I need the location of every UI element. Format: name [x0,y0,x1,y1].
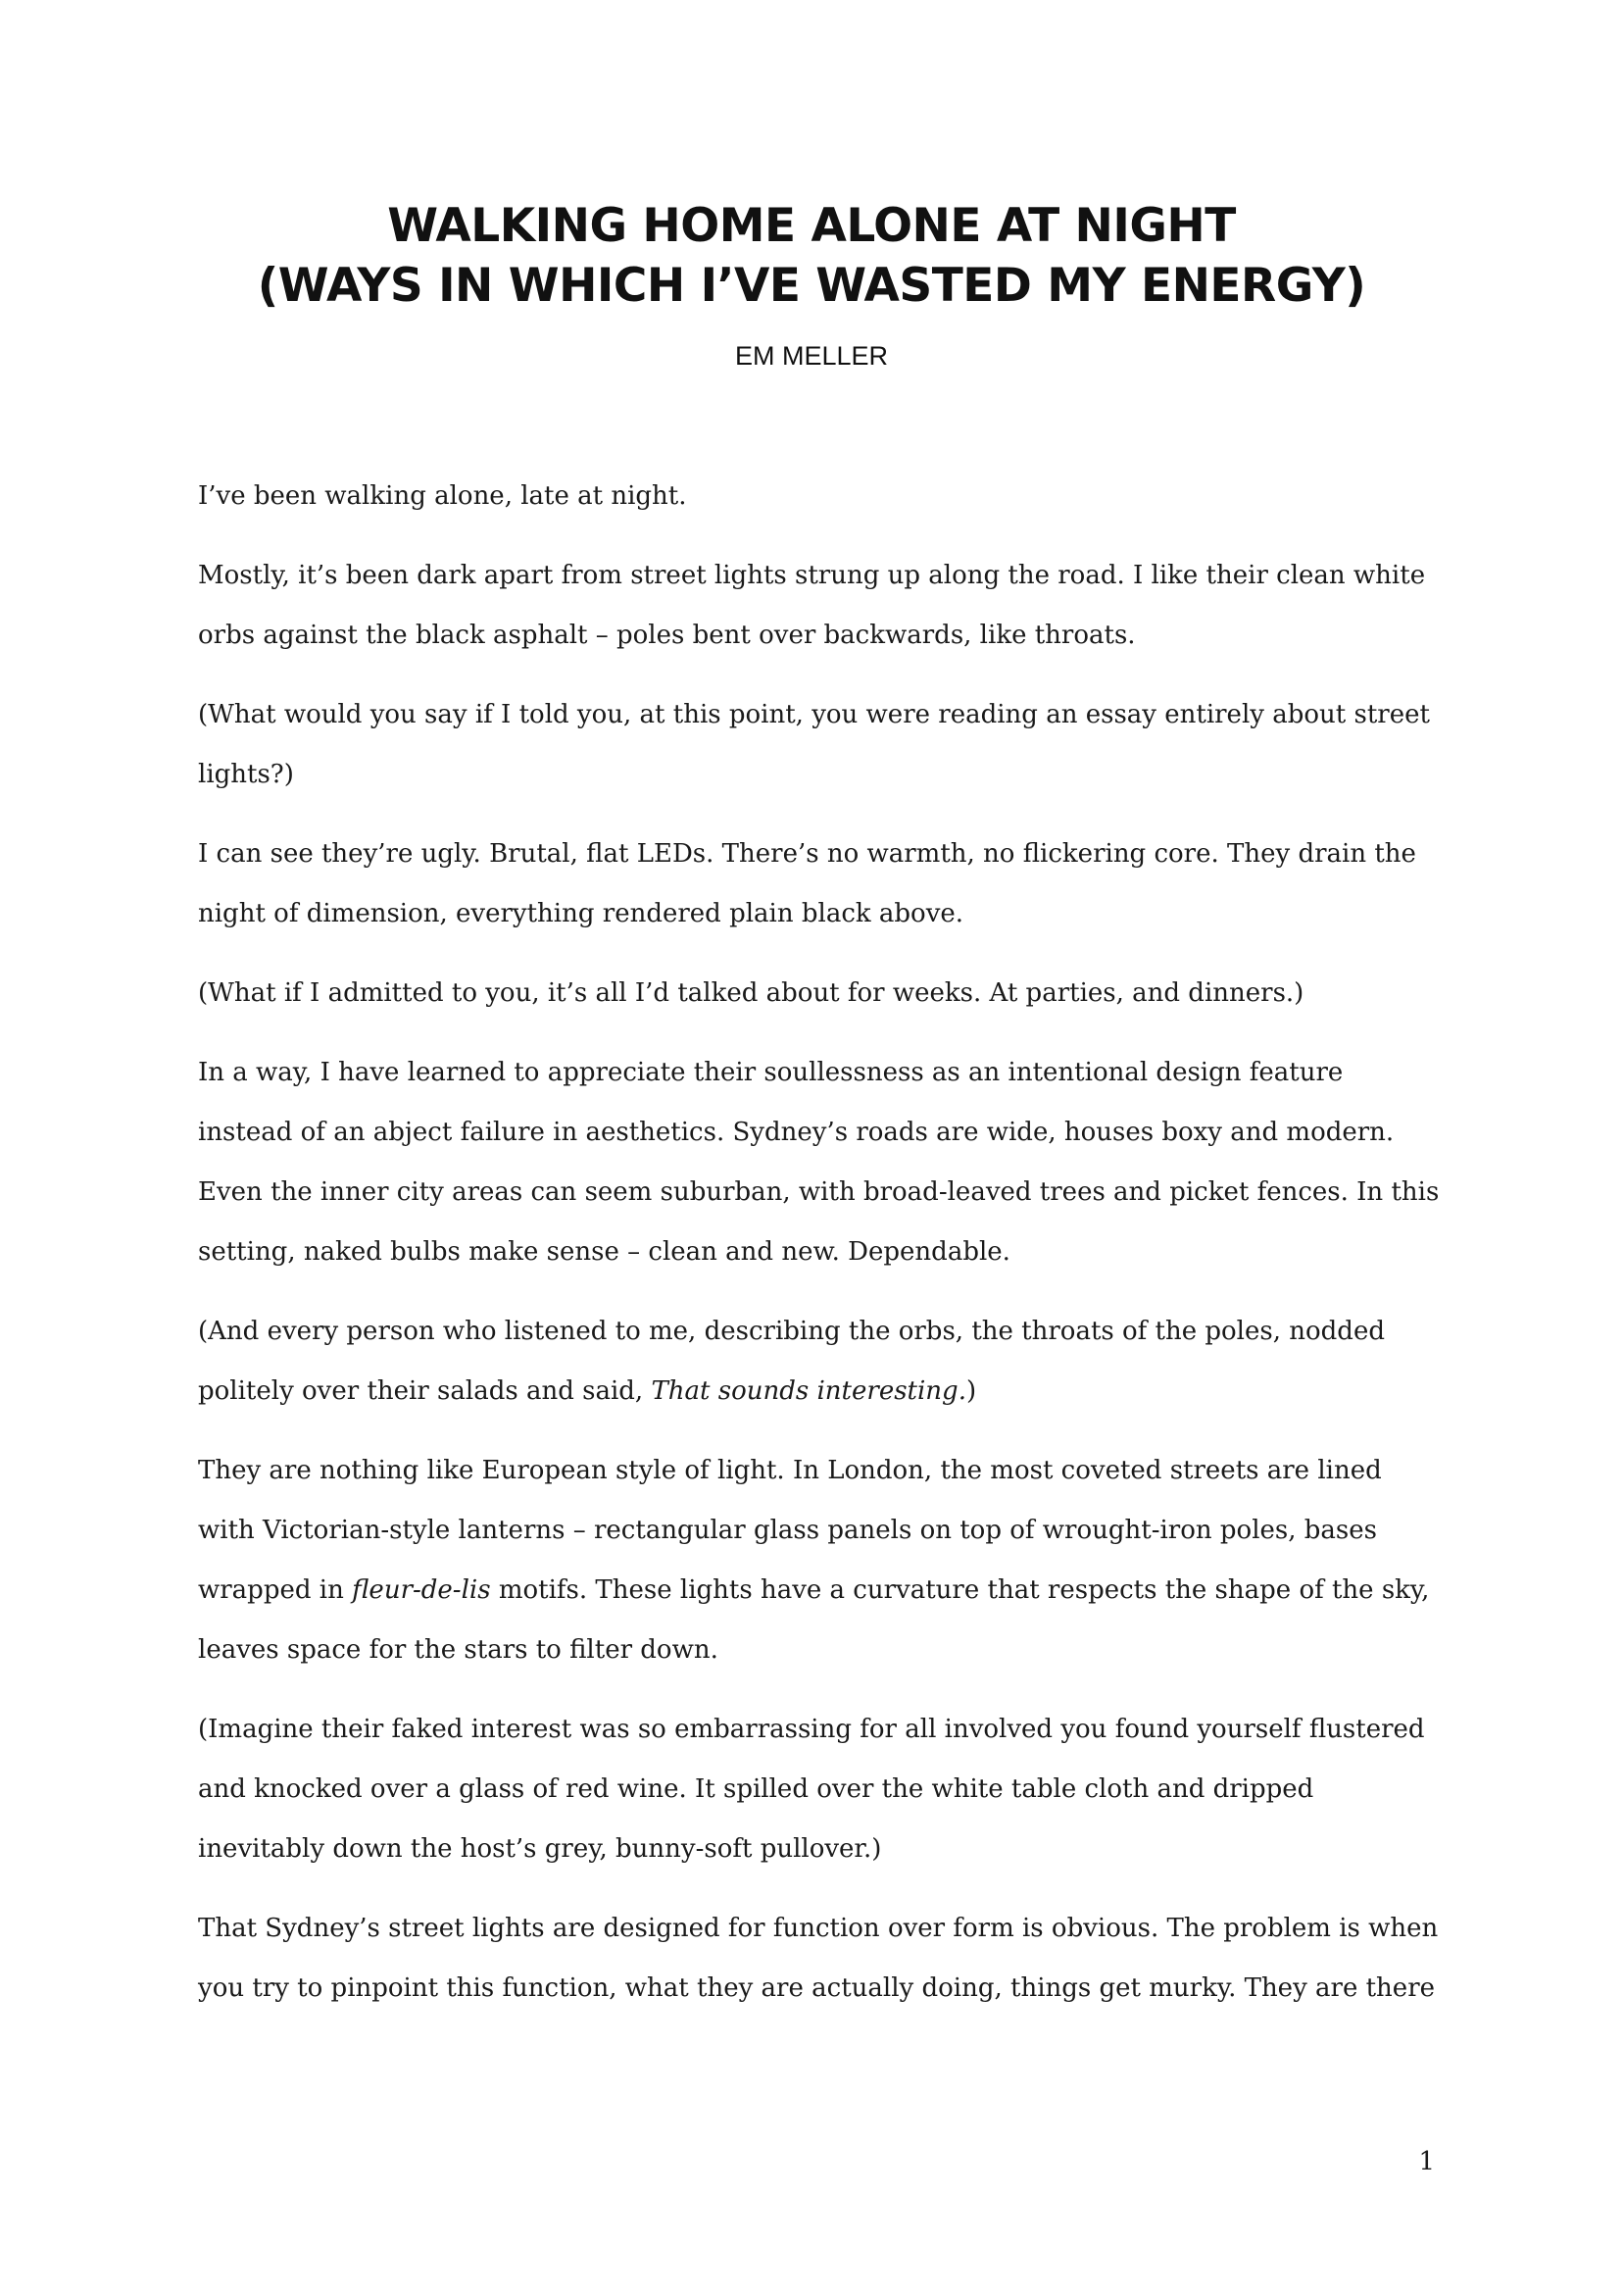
title-line-1: WALKING HOME ALONE AT NIGHT [387,199,1236,253]
paragraph-7-start: (And every person who listened to me, describing the orbs, the throats of the poles, nodded politely over their salads and said, [198,1317,1385,1406]
paragraph-5: (What if I admitted to you, it’s all I’d talked about for weeks. At parties, and dinners.) [198,978,1304,1008]
paragraph-8-end: motifs. These lights have a curvature that respects the shape of the sky, leaves space for the stars to filter down. [198,1575,1430,1665]
title-block [0,196,1623,373]
paragraph-6: In a way, I have learned to appreciate their soullessness as an intentional design feature instead of an abject failure in aesthetics. Sydney’s roads are wide, houses boxy and modern. Even the inner city areas can seem suburban, with broad-leaved trees and picket fences. In this setting, naked bulbs make sense – clean and new. Dependable. [198,1058,1440,1267]
essay-body [198,467,1443,2038]
paragraph-1: I’ve been walking alone, late at night. [198,481,687,511]
title-line-2: (WAYS IN WHICH I’VE WASTED MY ENERGY) [257,259,1366,313]
paragraph-7 [198,1302,1443,1422]
paragraph-7-italic: That sounds interesting. [651,1376,966,1406]
paragraph-3: (What would you say if I told you, at this point, you were reading an essay entirely about street lights?) [198,700,1430,789]
paragraph-2: Mostly, it’s been dark apart from street lights strung up along the road. I like their clean white orbs against the black asphalt – poles bent over backwards, like throats. [198,561,1426,650]
paragraph-8 [198,1441,1443,1680]
paragraph-8-italic: fleur-de-lis [352,1575,491,1605]
page-number: 1 [1418,2147,1435,2176]
paragraph-9: (Imagine their faked interest was so embarrassing for all involved you found yourself flustered and knocked over a glass of red wine. It spilled over the white table cloth and dripped inevitably down the host’s grey, bunny-soft pullover.) [198,1715,1425,1864]
author-name: EM MELLER [734,341,889,371]
paragraph-7-end: ) [965,1376,977,1406]
paragraph-4: I can see they’re ugly. Brutal, flat LEDs. There’s no warmth, no flickering core. They drain the night of dimension, everything rendered plain black above. [198,839,1416,928]
paragraph-10: That Sydney’s street lights are designed for function over form is obvious. The problem is when you try to pinpoint this function, what they are actually doing, things get murky. They are there [198,1914,1439,2003]
paragraph-8-start: They are nothing like European style of light. In London, the most coveted streets are lined with Victorian-style lanterns – rectangular glass panels on top of wrought-iron poles, bases wrapped in [198,1456,1382,1605]
